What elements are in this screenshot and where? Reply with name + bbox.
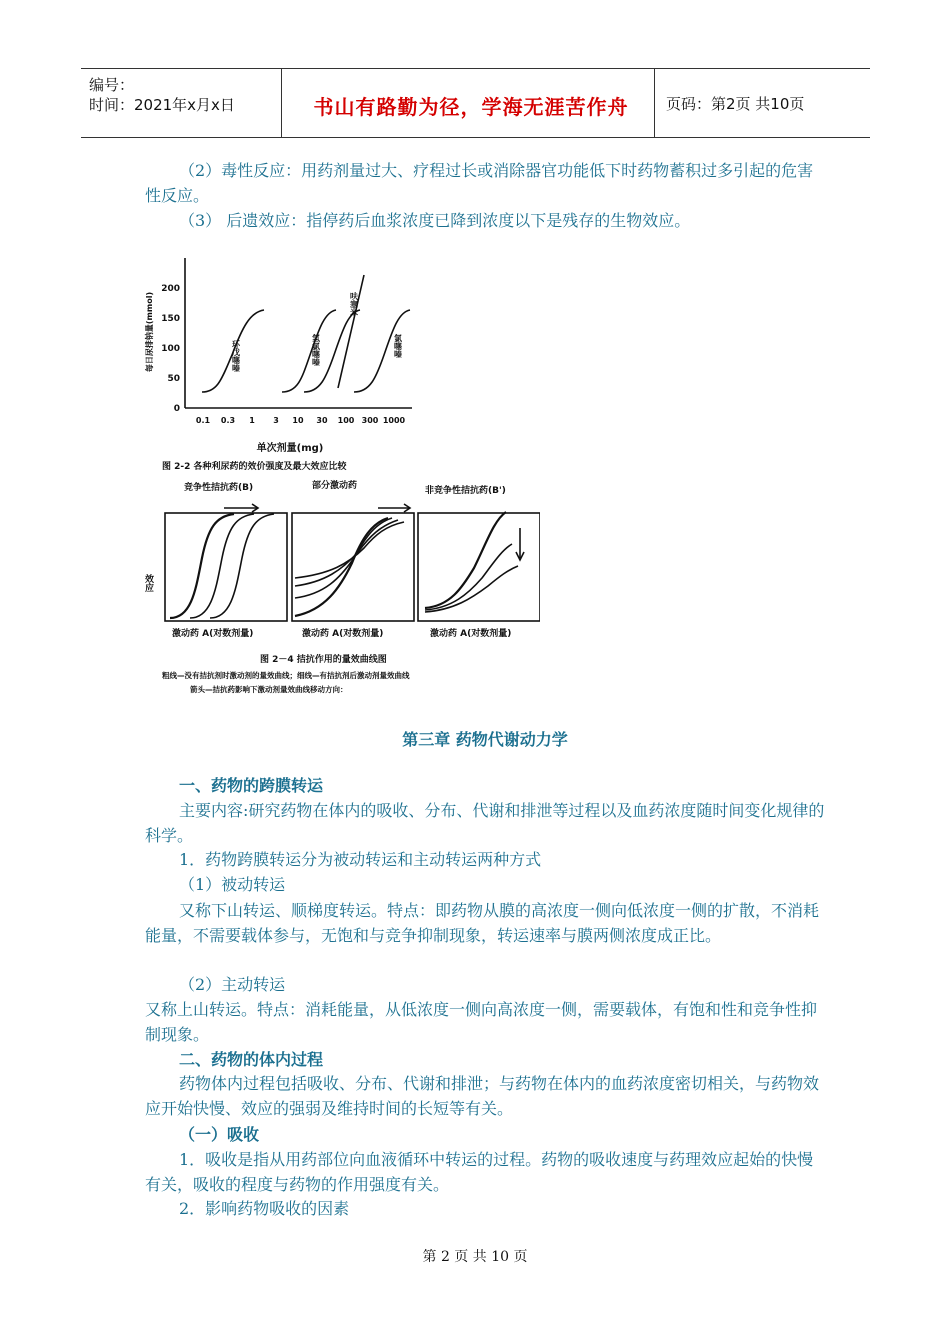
- header-divider: [281, 69, 282, 137]
- x-tick: 10: [292, 416, 304, 425]
- section2-body: 药物体内过程包括吸收、分布、代谢和排泄；与药物在体内的血药浓度密切相关，与药物效应开始快慢、效应的强弱及维持时间的长短等有关。: [145, 1074, 820, 1118]
- x-tick: 1: [249, 416, 255, 425]
- competitive-curve-control: [170, 514, 234, 618]
- section1-main: 主要内容:研究药物在体内的吸收、分布、代谢和排泄等过程以及血药浓度随时间变化规律的科学。: [145, 801, 825, 845]
- absorption-point2: 2．影响药物吸收的因素: [179, 1199, 350, 1218]
- section1-title: 一、药物的跨膜转运: [179, 776, 324, 795]
- panel-competitive-frame: [165, 513, 287, 621]
- label-hydrochlorothiazide: 氢氯噻嗪: [311, 334, 321, 366]
- label-furosemide: 呋塞米: [349, 292, 359, 316]
- y-axis-label: 每日尿排钠量(mmol): [145, 291, 154, 373]
- chapter-title: 第三章 药物代谢动力学: [402, 730, 568, 749]
- x-tick: 3: [273, 416, 279, 425]
- header-page-info: 页码：第2页 共10页: [666, 95, 805, 113]
- x-axis-label-1: 激动药 A(对数剂量): [172, 629, 254, 639]
- y-tick: 0: [173, 404, 180, 414]
- page-header: [81, 68, 870, 138]
- curve-hydrochlorothiazide: [282, 310, 336, 392]
- x-tick: 1000: [382, 416, 406, 425]
- x-tick: 30: [316, 416, 328, 425]
- figure2-caption: 图 2－4 拮抗作用的量效曲线图: [260, 655, 387, 665]
- section1-point1: 1．药物跨膜转运分为被动转运和主动转运两种方式: [179, 850, 542, 869]
- panel-partial-frame: [292, 513, 414, 621]
- absorption-title: （一）吸收: [179, 1125, 260, 1144]
- y-tick: 100: [161, 344, 180, 354]
- header-meta: [89, 75, 235, 115]
- effect-label: 效应: [143, 574, 153, 592]
- figure1-caption: 图 2-2 各种利尿药的效价强度及最大效应比较: [162, 462, 347, 472]
- panel-title-partial-agonist: 部分激动药: [312, 481, 358, 491]
- panel-title-noncompetitive: 非竞争性拮抗药(B'): [425, 486, 506, 496]
- panel-title-competitive: 竞争性拮抗药(B): [184, 483, 254, 493]
- x-tick: 0.1: [195, 416, 211, 425]
- y-tick: 50: [167, 374, 180, 384]
- figure2-note2: 箭头—拮抗药影响下激动剂量效曲线移动方向：: [190, 685, 348, 694]
- y-tick: 200: [161, 284, 180, 294]
- y-tick: 150: [161, 314, 180, 324]
- section2-title: 二、药物的体内过程: [179, 1050, 324, 1069]
- x-tick: 100: [337, 416, 355, 425]
- page-footer: 第 2 页 共 10 页: [422, 1249, 528, 1265]
- passive-transport-title: （1）被动转运: [179, 875, 286, 894]
- number-label: 编号：: [89, 76, 135, 94]
- label-chlorothiazide: 氯噻嗪: [393, 334, 403, 358]
- x-tick: 0.3: [220, 416, 236, 425]
- toxic-reaction-paragraph: （2）毒性反应：用药剂量过大、疗程过长或消除器官功能低下时药物蓄积过多引起的危害性反应。: [145, 161, 814, 205]
- figure-diuretic-potency: [140, 250, 440, 475]
- x-tick: 300: [361, 416, 379, 425]
- residual-effect-paragraph: （3） 后遗效应：指停药后血浆浓度已降到浓度以下是残存的生物效应。: [179, 211, 691, 230]
- passive-transport-body: 又称下山转运、顺梯度转运。特点：即药物从膜的高浓度一侧向低浓度一侧的扩散，不消耗能量，不需要载体参与，无饱和与竞争抑制现象，转运速率与膜两侧浓度成正比。: [145, 901, 820, 945]
- competitive-curve-2: [210, 514, 274, 618]
- active-transport-body: 又称上山转运。特点：消耗能量，从低浓度一侧向高浓度一侧，需要载体，有饱和性和竞争性抑制现象。: [145, 1000, 818, 1044]
- x-axis-label: 单次剂量(mg): [256, 443, 324, 454]
- label-cyclopenthiazide: 环戊噻嗪: [231, 340, 241, 372]
- figure-antagonism: [140, 478, 540, 698]
- absorption-point1: 1．吸收是指从用药部位向血液循环中转运的过程。药物的吸收速度与药理效应起始的快慢有关，吸收的程度与药物的作用强度有关。: [145, 1150, 814, 1194]
- figure2-note1: 粗线—没有拮抗剂时激动剂的量效曲线；细线—有拮抗剂后激动剂量效曲线: [162, 671, 410, 680]
- x-axis-label-2: 激动药 A(对数剂量): [302, 629, 384, 639]
- time-label: 时间：2021年x月x日: [89, 96, 235, 114]
- header-motto: 书山有路勤为径，学海无涯苦作舟: [313, 95, 629, 119]
- active-transport-title: （2）主动转运: [179, 975, 286, 994]
- x-axis-label-3: 激动药 A(对数剂量): [430, 629, 512, 639]
